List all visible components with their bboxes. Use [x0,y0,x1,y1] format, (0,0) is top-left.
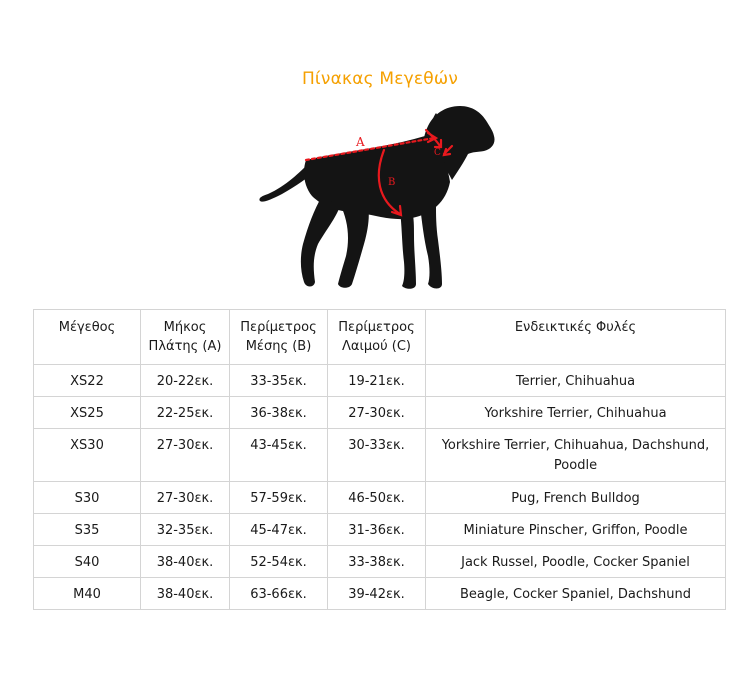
label-a: A [356,135,365,149]
cell-breeds: Beagle, Cocker Spaniel, Dachshund [426,578,726,610]
cell-neck: 33-38εκ. [328,546,426,578]
cell-neck: 39-42εκ. [328,578,426,610]
table-row [34,482,726,514]
label-b: B [388,177,396,188]
cell-chest: 52-54εκ. [230,546,328,578]
cell-breeds: Yorkshire Terrier, Chihuahua, Dachshund, Poodle [426,429,726,482]
cell-chest: 36-38εκ. [230,397,328,429]
cell-breeds: Yorkshire Terrier, Chihuahua [426,397,726,429]
cell-size: S30 [34,482,141,514]
cell-chest: 33-35εκ. [230,365,328,397]
size-table [33,309,726,610]
cell-chest: 63-66εκ. [230,578,328,610]
table-row [34,397,726,429]
header-breeds: Ενδεικτικές Φυλές [426,310,726,365]
cell-neck: 19-21εκ. [328,365,426,397]
table-row [34,365,726,397]
dog-measurement-diagram [255,100,500,292]
cell-back: 20-22εκ. [141,365,230,397]
cell-breeds: Pug, French Bulldog [426,482,726,514]
header-neck: Περίμετρος Λαιμού (C) [328,310,426,365]
cell-chest: 45-47εκ. [230,514,328,546]
cell-neck: 46-50εκ. [328,482,426,514]
cell-breeds: Terrier, Chihuahua [426,365,726,397]
cell-back: 38-40εκ. [141,546,230,578]
page-title: Πίνακας Μεγεθών [301,69,459,89]
table-row [34,514,726,546]
header-back-length: Μήκος Πλάτης (A) [141,310,230,365]
dog-silhouette [259,106,494,289]
cell-neck: 31-36εκ. [328,514,426,546]
table-row [34,429,726,482]
cell-back: 27-30εκ. [141,482,230,514]
header-size: Μέγεθος [34,310,141,365]
label-c: C [434,148,441,158]
cell-size: XS30 [34,429,141,482]
cell-size: XS25 [34,397,141,429]
cell-size: S35 [34,514,141,546]
header-chest: Περίμετρος Μέσης (B) [230,310,328,365]
cell-breeds: Jack Russel, Poodle, Cocker Spaniel [426,546,726,578]
table-header-row [34,310,726,365]
cell-neck: 27-30εκ. [328,397,426,429]
cell-back: 27-30εκ. [141,429,230,482]
cell-breeds: Miniature Pinscher, Griffon, Poodle [426,514,726,546]
cell-back: 38-40εκ. [141,578,230,610]
table-row [34,546,726,578]
cell-size: M40 [34,578,141,610]
cell-chest: 57-59εκ. [230,482,328,514]
cell-back: 22-25εκ. [141,397,230,429]
cell-back: 32-35εκ. [141,514,230,546]
cell-neck: 30-33εκ. [328,429,426,482]
cell-size: XS22 [34,365,141,397]
cell-size: S40 [34,546,141,578]
cell-chest: 43-45εκ. [230,429,328,482]
table-row [34,578,726,610]
